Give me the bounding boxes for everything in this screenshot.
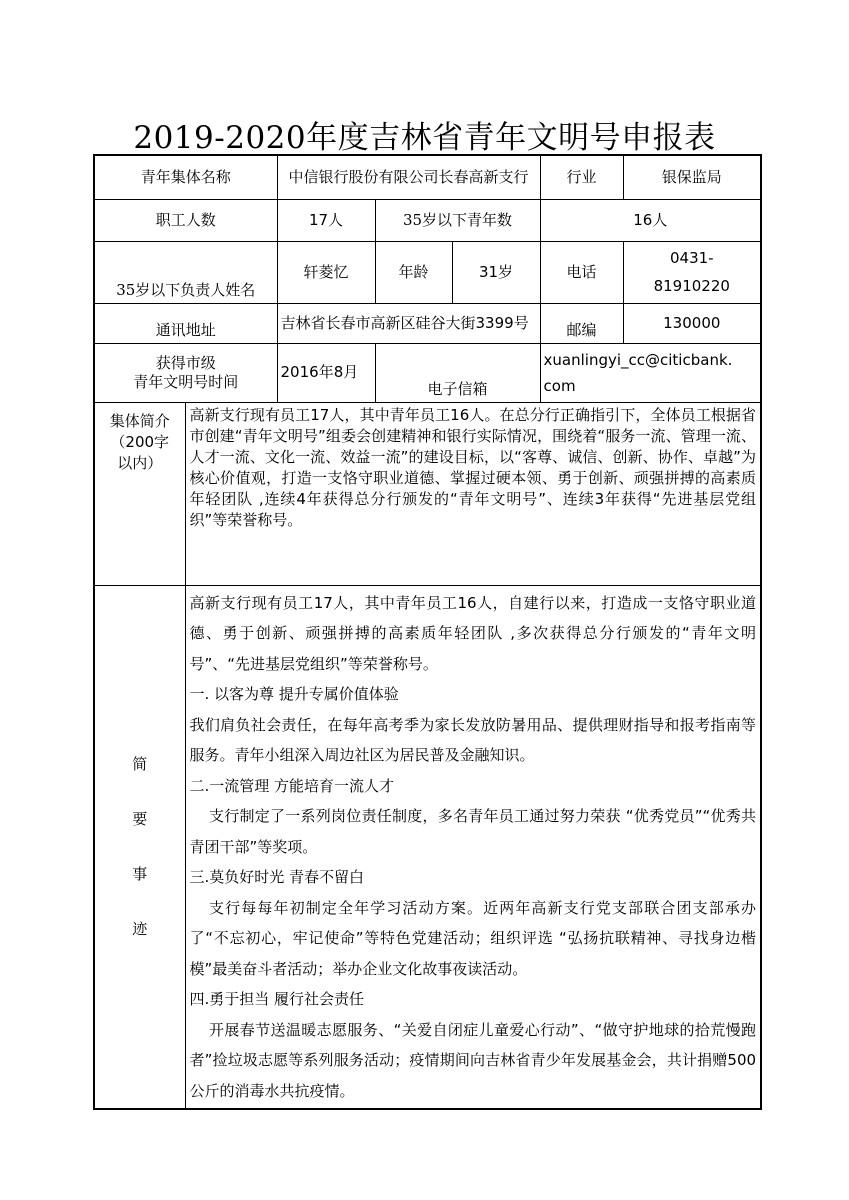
label-deeds-char-3: 事 — [132, 864, 148, 883]
row-deeds — [94, 585, 761, 1109]
value-age: 31岁 — [452, 241, 540, 303]
label-deeds-char-1: 简 — [132, 754, 148, 773]
phone-line-1: 0431- — [669, 249, 714, 267]
deeds-text — [185, 585, 761, 1109]
label-deeds-char-4: 迹 — [132, 919, 148, 938]
application-table — [93, 154, 762, 1110]
value-postcode: 130000 — [623, 303, 761, 343]
deeds-paragraph-2: 我们肩负社会责任，在每年高考季为家长发放防暑用品、提供理财指导和报考指南等服务。青年小组深入周边社区为居民普及金融知识。 — [189, 715, 757, 764]
deeds-paragraph-4: 支行每每年初制定全年学习活动方案。近两年高新支行党支部联合团支部承办了“不忘初心，牢记使命”等特色党建活动；组织评选 “弘扬抗联精神、寻找身边楷模”最美奋斗者活动；举办企业文化故事夜读活动。 — [189, 898, 757, 978]
label-youth-count: 35岁以下青年数 — [375, 199, 540, 241]
intro-text: 高新支行现有员工17人，其中青年员工16人。在总分行正确指引下，全体员工根据省市创建“青年文明号”组委会创建精神和银行实际情况，围绕着“服务一流、管理一流、人才一流、文化一流、效益一流”的建设目标，以“客尊、诚信、创新、协作、卓越”为核心价值观，打造一支恪守职业道德、掌握过硬本领、勇于创新、顽强拼搏的高素质年轻团队 ,连续4年获得总分行颁发的“青年文明号”、连续3年获得“先进基层党组织”等荣誉称号。 — [185, 402, 761, 585]
row-leader — [94, 241, 761, 303]
row-award-time — [94, 343, 761, 402]
label-email: 电子信箱 — [375, 343, 540, 402]
label-award-time-line-1: 获得市级 — [155, 353, 216, 372]
label-age: 年龄 — [375, 241, 452, 303]
value-youth-count: 16人 — [540, 199, 761, 241]
label-intro-line-1: 集体简介 — [109, 411, 170, 430]
label-deeds-char-2: 要 — [132, 809, 148, 828]
label-address: 通讯地址 — [94, 303, 277, 343]
deeds-heading-1: 一. 以客为尊 提升专属价值体验 — [189, 685, 399, 703]
deeds-paragraph-3: 支行制定了一系列岗位责任制度，多名青年员工通过努力荣获 “优秀党员”“优秀共青团干部”等奖项。 — [189, 807, 757, 856]
label-collective-name: 青年集体名称 — [94, 155, 277, 199]
row-address — [94, 303, 761, 343]
email-line-2: com — [543, 376, 576, 395]
deeds-paragraph-5: 开展春节送温暖志愿服务、“关爱自闭症儿童爱心行动”、“做守护地球的拾荒慢跑者”捡垃圾志愿等系列服务活动；疫情期间向吉林省青少年发展基金会，共计捐赠500公斤的消毒水共抗疫情。 — [189, 1020, 757, 1100]
label-postcode: 邮编 — [540, 303, 623, 343]
deeds-heading-2: 二.一流管理 方能培育一流人才 — [189, 776, 395, 795]
value-phone — [623, 241, 761, 303]
value-staff-count: 17人 — [277, 199, 375, 241]
value-email — [540, 343, 761, 402]
deeds-heading-3: 三.莫负好时光 青春不留白 — [189, 868, 365, 886]
label-deeds — [94, 585, 185, 1109]
label-intro — [94, 402, 185, 585]
phone-line-2: 81910220 — [653, 277, 730, 295]
label-phone: 电话 — [540, 241, 623, 303]
label-leader-name: 35岁以下负责人姓名 — [94, 241, 277, 303]
email-line-1: xuanlingyi_cc@citicbank. — [543, 350, 733, 369]
value-leader-name: 轩菱忆 — [277, 241, 375, 303]
value-collective-name: 中信银行股份有限公司长春高新支行 — [277, 155, 540, 199]
label-intro-line-3: 以内） — [117, 453, 163, 472]
deeds-paragraph-1: 高新支行现有员工17人，其中青年员工16人，自建行以来，打造成一支恪守职业道德、勇于创新、顽强拼搏的高素质年轻团队 ,多次获得总分行颁发的“青年文明号”、“先进基层党组织”等荣誉称号。 — [189, 593, 757, 673]
label-award-time-line-2: 青年文明号时间 — [133, 372, 239, 391]
label-industry: 行业 — [540, 155, 623, 199]
value-industry: 银保监局 — [623, 155, 761, 199]
row-collective-name — [94, 155, 761, 199]
label-intro-line-2: （200字 — [110, 432, 170, 451]
form-title: 2019-2020年度吉林省青年文明号申报表 — [133, 120, 716, 156]
value-award-time: 2016年8月 — [277, 343, 375, 402]
label-award-time — [94, 343, 277, 402]
value-address: 吉林省长春市高新区硅谷大街3399号 — [277, 303, 540, 343]
deeds-heading-4: 四.勇于担当 履行社会责任 — [189, 990, 365, 1008]
row-staff — [94, 199, 761, 241]
label-staff-count: 职工人数 — [94, 199, 277, 241]
row-intro — [94, 402, 761, 585]
